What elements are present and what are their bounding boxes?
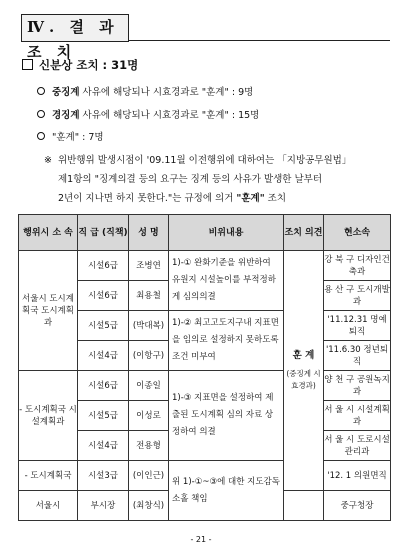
item-text: "훈계" : 7명 bbox=[52, 132, 104, 143]
note-line-3: 2년이 지나면 하지 못한다."는 규정에 의거 "훈계" 조치 bbox=[58, 193, 287, 204]
list-item bbox=[37, 129, 104, 143]
name-cell: (이인근) bbox=[129, 461, 169, 491]
note-line-2: 제1항의 "징계의결 등의 요구는 징계 등의 사유가 발생한 날부터 bbox=[58, 174, 322, 185]
list-item bbox=[37, 84, 253, 98]
square-bullet-icon bbox=[22, 59, 33, 70]
name-cell: (최창식) bbox=[129, 491, 169, 521]
office-cell: 서울시 bbox=[19, 491, 78, 521]
action-sub: (중징계 시효경과) bbox=[286, 368, 321, 390]
rank-cell: 시설6급 bbox=[78, 281, 129, 311]
rank-cell: 시설5급 bbox=[78, 401, 129, 431]
section-title: Ⅳ. 결 과 조 치 bbox=[27, 18, 119, 61]
header-office: 행위시 소 속 bbox=[19, 215, 78, 251]
current-cell: '11.12.31 명예퇴직 bbox=[324, 311, 391, 341]
section-title-rule bbox=[129, 40, 390, 41]
subsection-heading bbox=[22, 57, 138, 73]
circle-bullet-icon bbox=[37, 110, 45, 118]
current-cell: 용 산 구 도시개발과 bbox=[324, 281, 391, 311]
rank-cell: 부시장 bbox=[78, 491, 129, 521]
circle-bullet-icon bbox=[37, 87, 45, 95]
item-text: 사유에 해당되나 시효경과로 "훈계" : 15명 bbox=[79, 110, 260, 121]
name-cell: 전용형 bbox=[129, 431, 169, 461]
note-mark: ※ bbox=[44, 155, 52, 166]
rank-cell: 시설4급 bbox=[78, 341, 129, 371]
current-cell: 서 울 시 시설계획과 bbox=[324, 401, 391, 431]
table-row bbox=[19, 461, 391, 491]
item-bold: 경징계 bbox=[52, 110, 80, 121]
office-cell: - 도시계획국 시설계획과 bbox=[19, 371, 78, 461]
header-rank: 직 급 (직책) bbox=[78, 215, 129, 251]
content-cell: 1)-① 완화기준을 위반하여 유원지 시설높이를 부적정하게 심의의결 bbox=[169, 251, 284, 311]
action-main: 훈 계 bbox=[292, 349, 315, 361]
header-content: 비위내용 bbox=[169, 215, 284, 251]
item-text: 사유에 해당되나 시효경과로 "훈계" : 9명 bbox=[79, 87, 254, 98]
current-cell: 서 울 시 도로시설관리과 bbox=[324, 431, 391, 461]
table-row bbox=[19, 371, 391, 401]
office-cell: - 도시계획국 bbox=[19, 461, 78, 491]
rank-cell: 시설6급 bbox=[78, 251, 129, 281]
current-cell: '11.6.30 정년퇴직 bbox=[324, 341, 391, 371]
name-cell: (이항구) bbox=[129, 341, 169, 371]
disciplinary-action-table bbox=[18, 214, 391, 521]
section-title-box bbox=[21, 14, 129, 61]
name-cell: 이종일 bbox=[129, 371, 169, 401]
name-cell: 이성로 bbox=[129, 401, 169, 431]
current-cell: 양 천 구 공원녹지과 bbox=[324, 371, 391, 401]
rank-cell: 시설4급 bbox=[78, 431, 129, 461]
name-cell: 조병연 bbox=[129, 251, 169, 281]
rank-cell: 시설5급 bbox=[78, 311, 129, 341]
item-bold: 중징계 bbox=[52, 87, 80, 98]
name-cell: 최용철 bbox=[129, 281, 169, 311]
content-cell: 1)-② 최고고도지구내 지표면을 임의로 설정하지 못하도록 조건 미부여 bbox=[169, 311, 284, 371]
current-cell: '12. 1 의원면직 bbox=[324, 461, 391, 491]
header-name: 성 명 bbox=[129, 215, 169, 251]
content-cell: 위 1)-①~③에 대한 지도감독 소홀 책임 bbox=[169, 461, 284, 521]
action-cell bbox=[284, 251, 324, 491]
header-action: 조치 의견 bbox=[284, 215, 324, 251]
action-cell-empty bbox=[284, 491, 324, 521]
legal-note bbox=[44, 151, 394, 208]
rank-cell: 시설3급 bbox=[78, 461, 129, 491]
subsection-title: 신분상 조치 : 31명 bbox=[39, 58, 139, 72]
content-cell: 1)-③ 지표면을 설정하여 제출된 도시계획 심의 자료 상정하여 의결 bbox=[169, 371, 284, 461]
page-number: - 21 - bbox=[190, 535, 212, 544]
note-line-1: 위반행위 발생시점이 '09.11월 이전행위에 대하여는 「지방공무원법」 bbox=[58, 155, 352, 166]
current-cell: 중구청장 bbox=[324, 491, 391, 521]
list-item bbox=[37, 107, 259, 121]
table-row bbox=[19, 251, 391, 281]
name-cell: (박대복) bbox=[129, 311, 169, 341]
circle-bullet-icon bbox=[37, 132, 45, 140]
current-cell: 강 북 구 디자인건축과 bbox=[324, 251, 391, 281]
header-current: 현소속 bbox=[324, 215, 391, 251]
office-cell: 서울시 도시계획국 도시계획과 bbox=[19, 251, 78, 371]
rank-cell: 시설6급 bbox=[78, 371, 129, 401]
